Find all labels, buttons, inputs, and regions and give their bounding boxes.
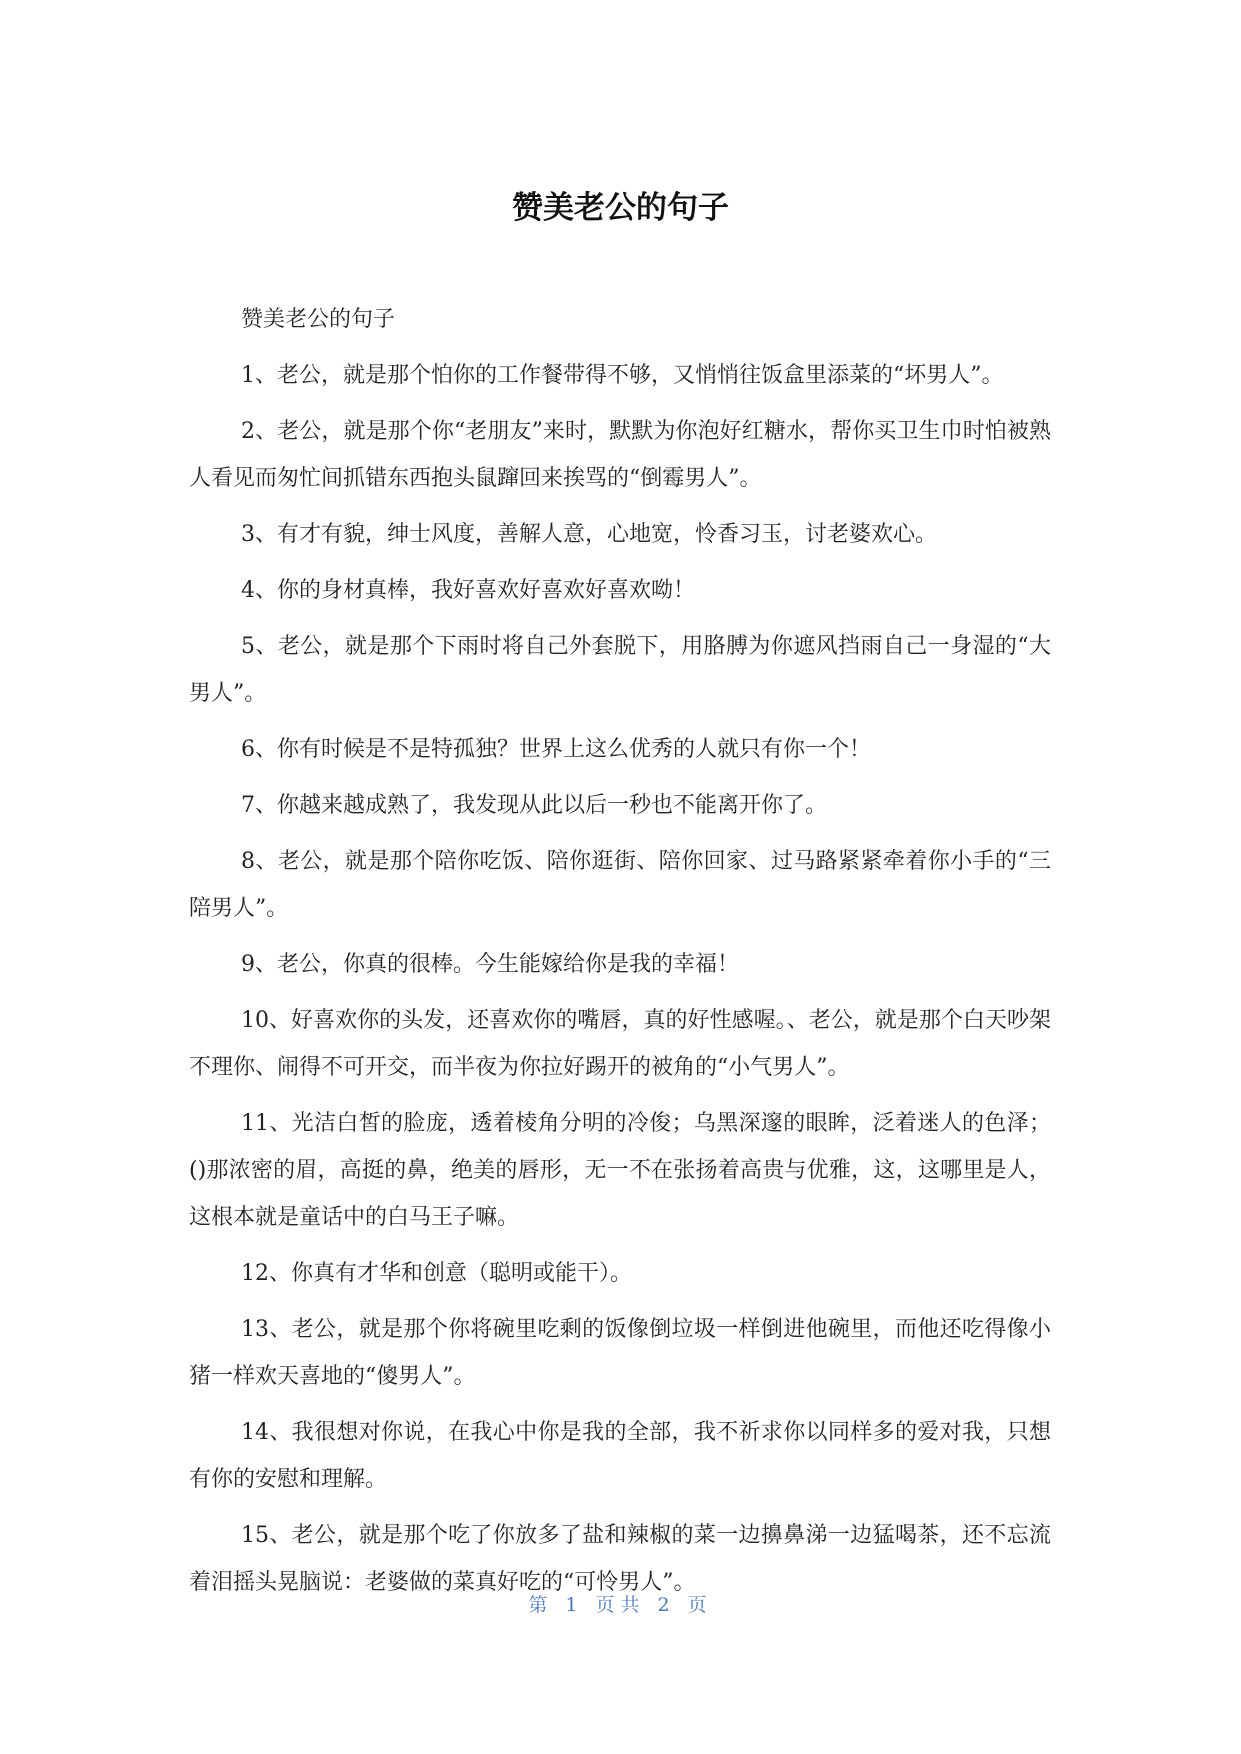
paragraph: 10、好喜欢你的头发，还喜欢你的嘴唇，真的好性感喔。、老公，就是那个白天吵架不理你、闹得不可开交，而半夜为你拉好踢开的被角的“小气男人”。 [189, 1008, 1051, 1080]
paragraph: 14、我很想对你说，在我心中你是我的全部，我不祈求你以同样多的爱对我，只想有你的安慰和理解。 [189, 1420, 1051, 1492]
paragraph: 13、老公，就是那个你将碗里吃剩的饭像倒垃圾一样倒进他碗里，而他还吃得像小猪一样欢天喜地的“傻男人”。 [189, 1317, 1051, 1389]
page-number-footer [0, 1590, 1241, 1620]
paragraph: 11、光洁白皙的脸庞，透着棱角分明的冷俊；乌黑深邃的眼眸，泛着迷人的色泽；()那浓密的眉，高挺的鼻，绝美的唇形，无一不在张扬着高贵与优雅，这，这哪里是人，这根本就是童话中的白马王子嘛。 [189, 1111, 1051, 1230]
document-body [189, 296, 1051, 1615]
paragraph: 7、你越来越成熟了，我发现从此以后一秒也不能离开你了。 [241, 793, 827, 818]
paragraph: 4、你的身材真棒，我好喜欢好喜欢好喜欢呦！ [241, 578, 695, 603]
paragraph: 2、老公，就是那个你“老朋友”来时，默默为你泡好红糖水，帮你买卫生巾时怕被熟人看见而匆忙间抓错东西抱头鼠蹿回来挨骂的“倒霉男人”。 [189, 419, 1051, 491]
paragraph: 6、你有时候是不是特孤独？世界上这么优秀的人就只有你一个！ [241, 737, 871, 762]
document-title: 赞美老公的句子 [512, 190, 729, 226]
paragraph: 12、你真有才华和创意（聪明或能干）。 [241, 1261, 632, 1286]
paragraph: 5、老公，就是那个下雨时将自己外套脱下，用胳膊为你遮风挡雨自己一身湿的“大男人”。 [189, 634, 1051, 706]
paragraph: 1、老公，就是那个怕你的工作餐带得不够，又悄悄往饭盒里添菜的“坏男人”。 [241, 363, 1004, 388]
paragraph: 3、有才有貌，绅士风度，善解人意，心地宽，怜香习玉，讨老婆欢心。 [241, 522, 937, 547]
paragraph: 9、老公，你真的很棒。今生能嫁给你是我的幸福！ [241, 952, 739, 977]
page-number-text: 第 1 页共 2 页 [528, 1594, 713, 1616]
paragraph: 15、老公，就是那个吃了你放多了盐和辣椒的菜一边擤鼻涕一边猛喝茶，还不忘流着泪摇头晃脑说：老婆做的菜真好吃的“可怜男人”。 [189, 1523, 1051, 1595]
paragraph: 8、老公，就是那个陪你吃饭、陪你逛街、陪你回家、过马路紧紧牵着你小手的“三陪男人”。 [189, 849, 1051, 921]
paragraph: 赞美老公的句子 [241, 307, 396, 332]
